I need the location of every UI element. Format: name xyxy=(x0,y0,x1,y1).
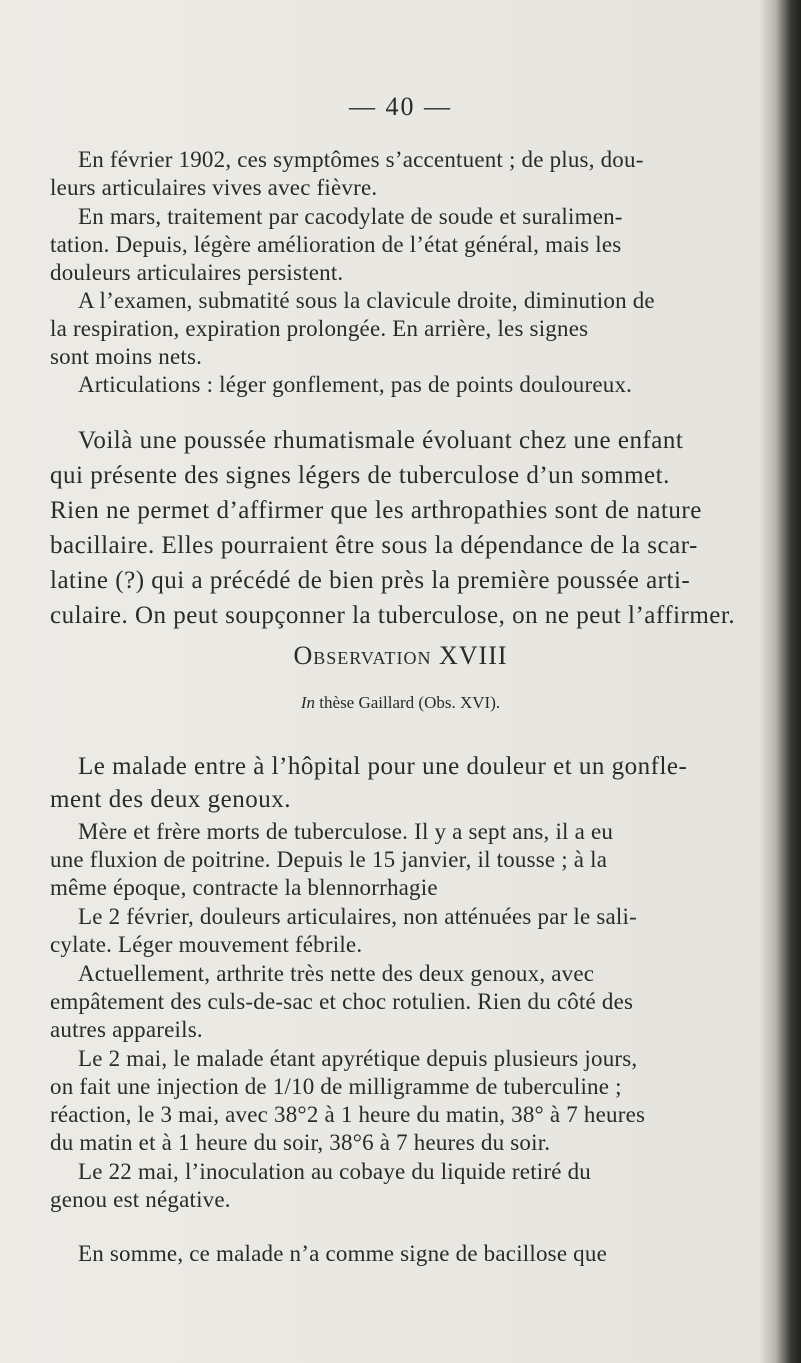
text-line: même époque, contracte la blennorrhagie xyxy=(50,875,438,900)
text-line: genou est négative. xyxy=(50,1187,231,1212)
text-line: Le 2 février, douleurs articulaires, non atténuées par le sali- xyxy=(78,904,637,929)
text-line: Articulations : léger gonflement, pas de points douloureux. xyxy=(78,372,633,397)
text-line: réaction, le 3 mai, avec 38°2 à 1 heure du matin, 38° à 7 heures xyxy=(50,1102,646,1127)
text-line: douleurs articulaires persistent. xyxy=(50,260,344,285)
observation-heading xyxy=(0,641,801,671)
text-line: En somme, ce malade n’a comme signe de bacillose que xyxy=(78,1241,607,1266)
text-line: Mère et frère morts de tuberculose. Il y a sept ans, il a eu xyxy=(78,819,614,844)
text-line: Le 2 mai, le malade étant apyrétique depuis plusieurs jours, xyxy=(78,1046,638,1071)
text-line: Actuellement, arthrite très nette des deux genoux, avec xyxy=(78,961,595,986)
text-line: Rien ne permet d’affirmer que les arthropathies sont de nature xyxy=(50,497,702,524)
text-line: ment des deux genoux. xyxy=(50,786,292,813)
text-line: En février 1902, ces symptômes s’accentuent ; de plus, dou- xyxy=(78,147,644,172)
text-line: bacillaire. Elles pourraient être sous la dépendance de la scar- xyxy=(50,532,698,559)
observation-source-rest: thèse Gaillard (Obs. XVI). xyxy=(315,693,501,712)
text-line: empâtement des culs-de-sac et choc rotulien. Rien du côté des xyxy=(50,989,634,1014)
text-line: A l’examen, submatité sous la clavicule droite, diminution de xyxy=(78,288,655,313)
text-line: la respiration, expiration prolongée. En arrière, les signes xyxy=(50,316,589,341)
text-line: latine (?) qui a précédé de bien près la première poussée arti- xyxy=(50,567,691,594)
text-line: cylate. Léger mouvement fébrile. xyxy=(50,932,363,957)
text-line: Le 22 mai, l’inoculation au cobaye du liquide retiré du xyxy=(78,1159,592,1184)
text-line: on fait une injection de 1/10 de milligramme de tuberculine ; xyxy=(50,1074,622,1099)
observation-source-prefix: In xyxy=(300,693,316,712)
text-line: leurs articulaires vives avec fièvre. xyxy=(50,175,378,200)
text-line: En mars, traitement par cacodylate de soude et suralimen- xyxy=(78,204,623,229)
text-line: Voilà une poussée rhumatismale évoluant chez une enfant xyxy=(78,427,684,454)
text-line: culaire. On peut soupçonner la tuberculose, on ne peut l’affirmer. xyxy=(50,602,736,629)
observation-number: XVIII xyxy=(439,641,508,670)
text-line: une fluxion de poitrine. Depuis le 15 janvier, il tousse ; à la xyxy=(50,847,608,872)
page-binding-shadow xyxy=(759,0,801,1363)
text-line: du matin et à 1 heure du soir, 38°6 à 7 heures du soir. xyxy=(50,1130,551,1155)
text-line: sont moins nets. xyxy=(50,344,203,369)
text-line: tation. Depuis, légère amélioration de l’état général, mais les xyxy=(50,232,622,257)
observation-source xyxy=(0,693,801,713)
page-number: — 40 — xyxy=(349,92,452,121)
observation-label: Observation xyxy=(293,641,432,670)
text-line: qui présente des signes légers de tuberculose d’un sommet. xyxy=(50,462,670,489)
text-line: autres appareils. xyxy=(50,1017,203,1042)
text-line: Le malade entre à l’hôpital pour une douleur et un gonfle- xyxy=(78,753,688,780)
